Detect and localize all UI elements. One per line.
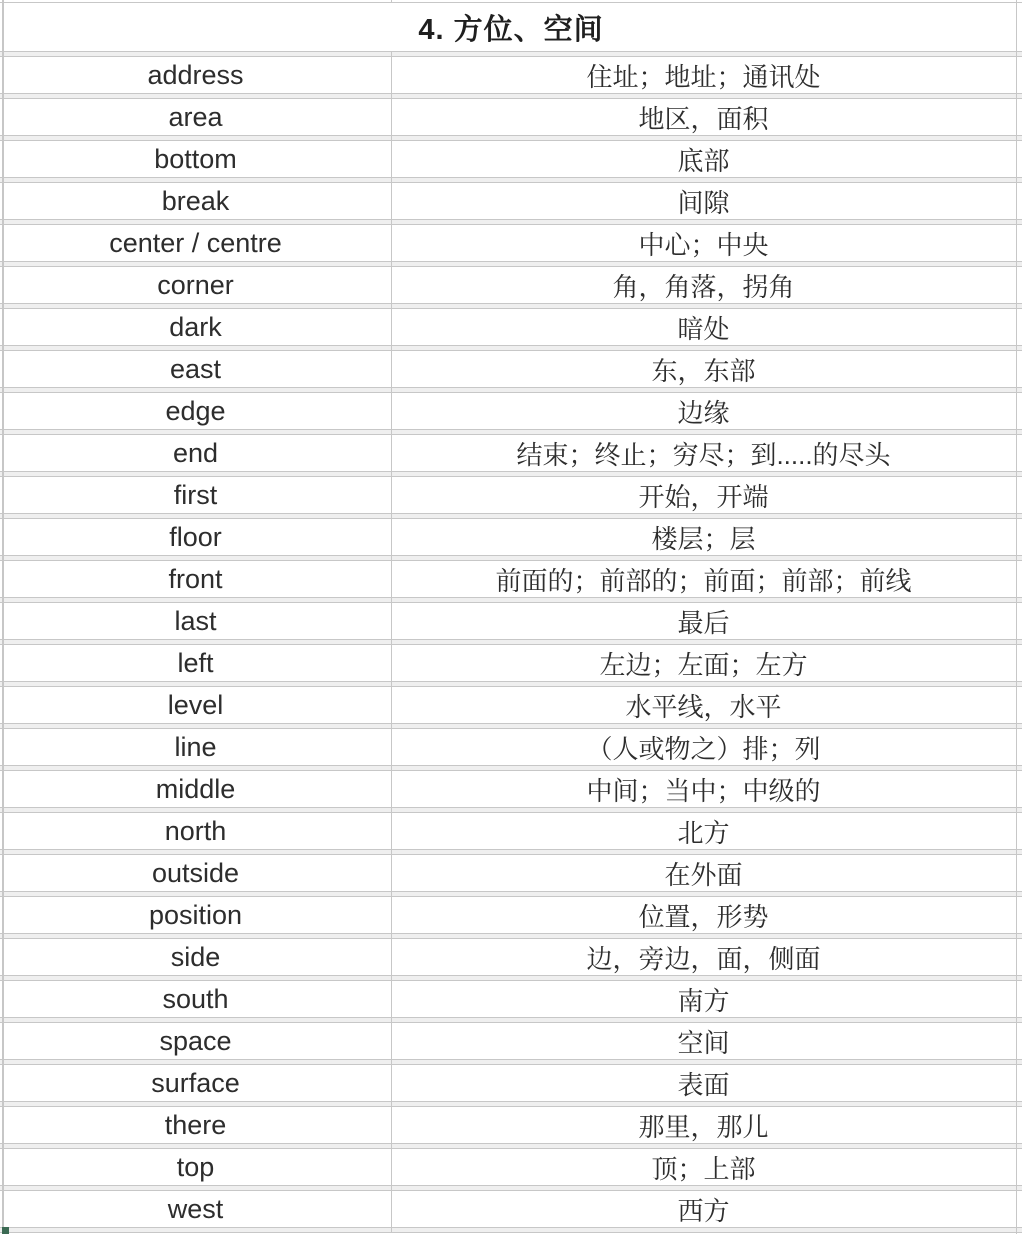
meaning-cell: 位置，形势 bbox=[638, 901, 769, 932]
table-title-row bbox=[0, 3, 1022, 51]
table-row bbox=[0, 99, 1022, 135]
column-divider bbox=[391, 51, 392, 1233]
table-row bbox=[0, 1149, 1022, 1185]
meaning-cell: 中心；中央 bbox=[638, 229, 769, 260]
word-cell: middle bbox=[155, 773, 236, 804]
word-cell: position bbox=[148, 899, 243, 930]
table-row bbox=[0, 939, 1022, 975]
table-row bbox=[0, 855, 1022, 891]
table-title: 4. 方位、空间 bbox=[418, 13, 604, 46]
sheet-left-gridline bbox=[2, 0, 4, 1234]
meaning-cell: 中间；当中；中级的 bbox=[586, 775, 821, 806]
cutoff-row-above bbox=[0, 0, 1022, 3]
table-row bbox=[0, 1023, 1022, 1059]
meaning-cell: 在外面 bbox=[664, 859, 743, 890]
meaning-cell: 住址；地址；通讯处 bbox=[586, 61, 821, 92]
column-divider-segment bbox=[391, 0, 392, 2]
word-cell: south bbox=[162, 983, 229, 1014]
meaning-cell: 结束；终止；穷尽；到.....的尽头 bbox=[516, 439, 891, 470]
table-row bbox=[0, 897, 1022, 933]
table-row bbox=[0, 225, 1022, 261]
meaning-cell: 顶；上部 bbox=[651, 1153, 756, 1184]
table-row bbox=[0, 351, 1022, 387]
meaning-cell: 表面 bbox=[677, 1069, 730, 1100]
word-cell: east bbox=[169, 353, 222, 384]
word-cell: there bbox=[164, 1109, 227, 1140]
table-row bbox=[0, 519, 1022, 555]
word-cell: line bbox=[174, 731, 217, 762]
word-cell: corner bbox=[157, 269, 234, 300]
meaning-cell: 底部 bbox=[677, 145, 730, 176]
meaning-cell: 北方 bbox=[677, 817, 730, 848]
meaning-cell: 最后 bbox=[677, 607, 730, 638]
word-cell: bottom bbox=[154, 143, 237, 174]
meaning-cell: 水平线，水平 bbox=[625, 691, 782, 722]
meaning-cell: 边，旁边，面，侧面 bbox=[586, 943, 821, 974]
table-row bbox=[0, 183, 1022, 219]
word-cell: area bbox=[168, 101, 223, 132]
table-row bbox=[0, 435, 1022, 471]
table-row bbox=[0, 981, 1022, 1017]
word-cell: edge bbox=[165, 395, 226, 426]
word-cell: left bbox=[177, 647, 214, 678]
table-body bbox=[0, 51, 1022, 1233]
word-cell: last bbox=[174, 605, 217, 636]
word-cell: address bbox=[147, 59, 244, 90]
word-cell: space bbox=[159, 1025, 232, 1056]
table-row bbox=[0, 1191, 1022, 1227]
word-cell: north bbox=[164, 815, 227, 846]
meaning-cell: 地区，面积 bbox=[638, 103, 769, 134]
word-cell: surface bbox=[151, 1067, 240, 1098]
meaning-cell: 东，东部 bbox=[651, 355, 756, 386]
table-row bbox=[0, 57, 1022, 93]
word-cell: floor bbox=[169, 521, 222, 552]
table-row bbox=[0, 771, 1022, 807]
table-row bbox=[0, 141, 1022, 177]
word-cell: front bbox=[168, 563, 223, 594]
table-row bbox=[0, 309, 1022, 345]
table-row bbox=[0, 1107, 1022, 1143]
meaning-cell: 暗处 bbox=[677, 313, 730, 344]
table-row bbox=[0, 267, 1022, 303]
word-cell: west bbox=[167, 1193, 224, 1224]
word-cell: outside bbox=[151, 857, 240, 888]
meaning-cell: 西方 bbox=[677, 1195, 730, 1226]
meaning-cell: 空间 bbox=[677, 1027, 730, 1058]
table-row bbox=[0, 687, 1022, 723]
meaning-cell: 间隙 bbox=[677, 187, 730, 218]
word-cell: break bbox=[161, 185, 230, 216]
word-cell: side bbox=[170, 941, 221, 972]
word-cell: first bbox=[173, 479, 218, 510]
meaning-cell: 左边；左面；左方 bbox=[599, 649, 808, 680]
meaning-cell: 楼层；层 bbox=[651, 523, 756, 554]
row-separator bbox=[0, 1227, 1022, 1233]
sheet-right-gridline bbox=[1016, 0, 1017, 1234]
table-row bbox=[0, 561, 1022, 597]
table-row bbox=[0, 645, 1022, 681]
table-row bbox=[0, 1065, 1022, 1101]
meaning-cell: 开始，开端 bbox=[638, 481, 769, 512]
word-cell: end bbox=[172, 437, 219, 468]
meaning-cell: 那里，那儿 bbox=[638, 1111, 769, 1142]
meaning-cell: 南方 bbox=[677, 985, 730, 1016]
table-row bbox=[0, 477, 1022, 513]
meaning-cell: 前面的；前部的；前面；前部；前线 bbox=[495, 565, 912, 596]
meaning-cell: （人或物之）排；列 bbox=[586, 733, 821, 764]
table-row bbox=[0, 729, 1022, 765]
meaning-cell: 边缘 bbox=[677, 397, 730, 428]
word-cell: top bbox=[176, 1151, 215, 1182]
word-cell: dark bbox=[169, 311, 222, 342]
table-row bbox=[0, 603, 1022, 639]
table-row bbox=[0, 393, 1022, 429]
table-row bbox=[0, 813, 1022, 849]
word-cell: center / centre bbox=[109, 227, 282, 258]
meaning-cell: 角，角落，拐角 bbox=[612, 271, 795, 302]
cell-selection-corner bbox=[2, 1227, 9, 1234]
word-cell: level bbox=[167, 689, 224, 720]
